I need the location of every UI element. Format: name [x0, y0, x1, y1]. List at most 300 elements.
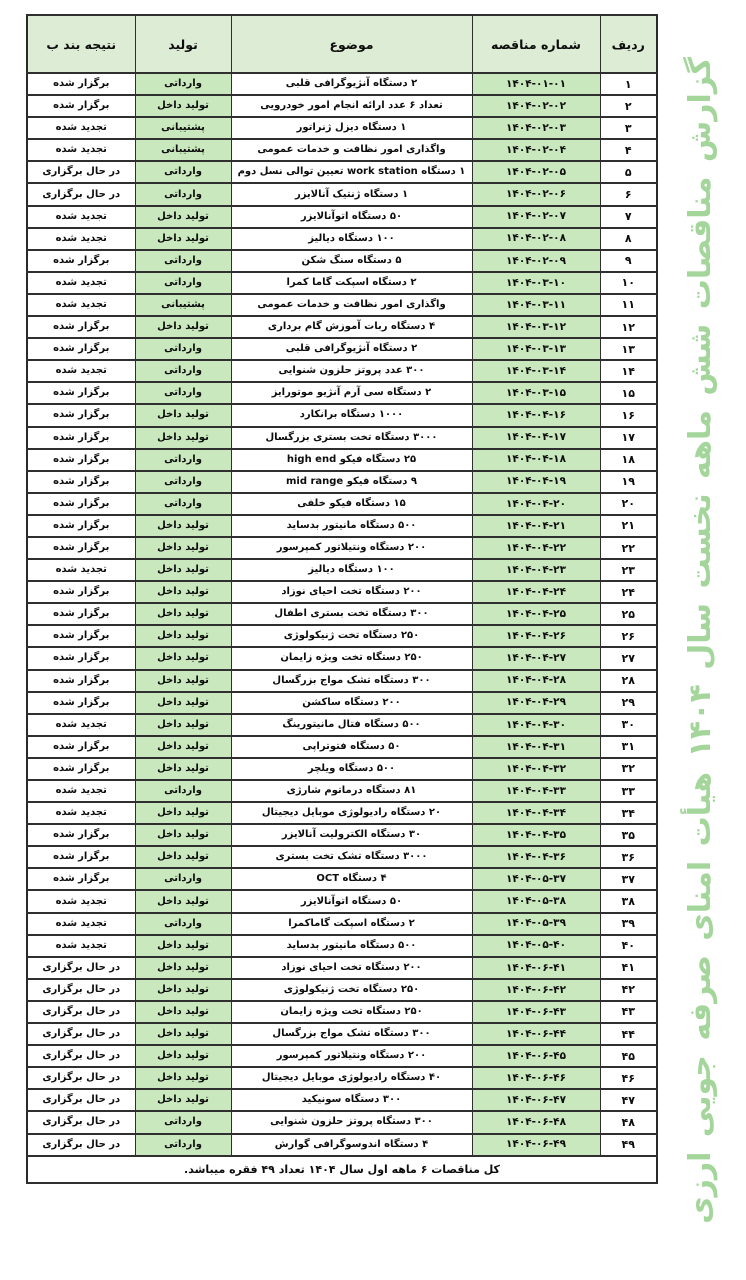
production-cell: وارداتی [135, 250, 231, 272]
table-row [27, 780, 657, 802]
production-cell: وارداتی [135, 338, 231, 360]
tender-number-cell: ۱۴۰۴-۰۴-۲۰ [472, 493, 600, 515]
table-row [27, 427, 657, 449]
tender-number-cell: ۱۴۰۴-۰۴-۳۴ [472, 802, 600, 824]
row-number-cell: ۴۵ [600, 1045, 657, 1067]
production-cell: تولید داخل [135, 957, 231, 979]
subject-cell: ۹ دستگاه فیکو mid range [231, 471, 472, 493]
subject-cell: ۱۵ دستگاه فیکو خلفی [231, 493, 472, 515]
production-cell: وارداتی [135, 868, 231, 890]
production-cell: تولید داخل [135, 890, 231, 912]
subject-cell: واگذاری امور نظافت و خدمات عمومی [231, 294, 472, 316]
tender-number-cell: ۱۴۰۴-۰۶-۴۶ [472, 1067, 600, 1089]
production-cell: پشتیبانی [135, 117, 231, 139]
tender-number-cell: ۱۴۰۴-۰۴-۳۱ [472, 736, 600, 758]
table-row [27, 1134, 657, 1156]
tender-number-cell: ۱۴۰۴-۰۴-۳۶ [472, 846, 600, 868]
production-cell: وارداتی [135, 161, 231, 183]
result-cell: برگزار شده [27, 449, 135, 471]
table-row [27, 95, 657, 117]
result-cell: تجدید شده [27, 935, 135, 957]
result-cell: برگزار شده [27, 73, 135, 95]
production-cell: تولید داخل [135, 404, 231, 426]
tender-number-cell: ۱۴۰۴-۰۴-۳۲ [472, 758, 600, 780]
subject-cell: ۴ دستگاه ربات آموزش گام برداری [231, 316, 472, 338]
table-row [27, 714, 657, 736]
subject-cell: ۳۰ دستگاه الکترولیت آنالایزر [231, 824, 472, 846]
production-cell: وارداتی [135, 471, 231, 493]
subject-cell: ۱۰۰ دستگاه دیالیز [231, 559, 472, 581]
table-row [27, 824, 657, 846]
production-cell: وارداتی [135, 183, 231, 205]
subject-cell: ۴ دستگاه اندوسوگرافی گوارش [231, 1134, 472, 1156]
subject-cell: ۱۰۰۰ دستگاه برانکارد [231, 404, 472, 426]
production-cell: وارداتی [135, 73, 231, 95]
production-cell: تولید داخل [135, 714, 231, 736]
subject-cell: ۲۰۰ دستگاه ساکشن [231, 692, 472, 714]
footer-row [27, 1156, 657, 1183]
table-row [27, 73, 657, 95]
table-row [27, 1067, 657, 1089]
tender-number-cell: ۱۴۰۴-۰۵-۳۸ [472, 890, 600, 912]
tender-number-cell: ۱۴۰۴-۰۴-۳۳ [472, 780, 600, 802]
row-number-cell: ۲۰ [600, 493, 657, 515]
production-cell: تولید داخل [135, 581, 231, 603]
tender-number-cell: ۱۴۰۴-۰۲-۰۷ [472, 206, 600, 228]
table-row [27, 868, 657, 890]
subject-cell: ۳۰۰۰ دستگاه تخت بستری بزرگسال [231, 427, 472, 449]
production-cell: پشتیبانی [135, 294, 231, 316]
footer-note: کل مناقصات ۶ ماهه اول سال ۱۴۰۴ تعداد ۴۹ فقره میباشد. [27, 1156, 657, 1183]
subject-cell: ۳۰۰ دستگاه تخت بستری اطفال [231, 603, 472, 625]
row-number-cell: ۱۵ [600, 382, 657, 404]
subject-cell: ۲ دستگاه آنژیوگرافی قلبی [231, 73, 472, 95]
tender-number-cell: ۱۴۰۴-۰۵-۳۹ [472, 913, 600, 935]
row-number-cell: ۳۴ [600, 802, 657, 824]
tender-number-cell: ۱۴۰۴-۰۳-۱۲ [472, 316, 600, 338]
subject-cell: ۲۰۰ دستگاه ونتیلاتور کمپرسور [231, 537, 472, 559]
table-row [27, 1045, 657, 1067]
table-row [27, 979, 657, 1001]
production-cell: تولید داخل [135, 228, 231, 250]
tender-number-cell: ۱۴۰۴-۰۳-۱۱ [472, 294, 600, 316]
production-cell: تولید داخل [135, 537, 231, 559]
tender-number-cell: ۱۴۰۴-۰۶-۴۲ [472, 979, 600, 1001]
tender-number-cell: ۱۴۰۴-۰۴-۲۷ [472, 647, 600, 669]
result-cell: برگزار شده [27, 758, 135, 780]
header-subject: موضوع [231, 15, 472, 73]
header-row-number: ردیف [600, 15, 657, 73]
header-production: تولید [135, 15, 231, 73]
row-number-cell: ۳۰ [600, 714, 657, 736]
subject-cell: ۲ دستگاه اسپکت گاما کمرا [231, 272, 472, 294]
subject-cell: ۳۰۰ دستگاه تشک مواج بزرگسال [231, 1023, 472, 1045]
result-cell: برگزار شده [27, 515, 135, 537]
tender-number-cell: ۱۴۰۴-۰۶-۴۷ [472, 1089, 600, 1111]
production-cell: تولید داخل [135, 1023, 231, 1045]
row-number-cell: ۱۷ [600, 427, 657, 449]
row-number-cell: ۴۳ [600, 1001, 657, 1023]
header-tender-number: شماره مناقصه [472, 15, 600, 73]
result-cell: تجدید شده [27, 890, 135, 912]
result-cell: تجدید شده [27, 228, 135, 250]
table-row [27, 294, 657, 316]
result-cell: برگزار شده [27, 250, 135, 272]
row-number-cell: ۲۸ [600, 670, 657, 692]
tender-number-cell: ۱۴۰۴-۰۴-۱۹ [472, 471, 600, 493]
table-row [27, 692, 657, 714]
table-row [27, 559, 657, 581]
row-number-cell: ۴ [600, 139, 657, 161]
result-cell: در حال برگزاری [27, 1023, 135, 1045]
subject-cell: ۳۰۰ دستگاه سونیکید [231, 1089, 472, 1111]
subject-cell: ۵ دستگاه سنگ شکن [231, 250, 472, 272]
result-cell: برگزار شده [27, 581, 135, 603]
table-row [27, 736, 657, 758]
result-cell: برگزار شده [27, 625, 135, 647]
production-cell: وارداتی [135, 360, 231, 382]
subject-cell: ۲۰۰ دستگاه تخت احیای نوزاد [231, 581, 472, 603]
subject-cell: ۲۰۰ دستگاه ونتیلاتور کمپرسور [231, 1045, 472, 1067]
production-cell: تولید داخل [135, 625, 231, 647]
subject-cell: ۱ دستگاه دیزل ژنراتور [231, 117, 472, 139]
row-number-cell: ۲ [600, 95, 657, 117]
production-cell: تولید داخل [135, 670, 231, 692]
table-row [27, 670, 657, 692]
row-number-cell: ۳۸ [600, 890, 657, 912]
row-number-cell: ۴۶ [600, 1067, 657, 1089]
tender-number-cell: ۱۴۰۴-۰۲-۰۲ [472, 95, 600, 117]
result-cell: تجدید شده [27, 206, 135, 228]
tender-number-cell: ۱۴۰۴-۰۳-۱۴ [472, 360, 600, 382]
tender-number-cell: ۱۴۰۴-۰۶-۴۱ [472, 957, 600, 979]
table-row [27, 935, 657, 957]
result-cell: تجدید شده [27, 913, 135, 935]
result-cell: تجدید شده [27, 802, 135, 824]
tender-number-cell: ۱۴۰۴-۰۴-۲۲ [472, 537, 600, 559]
production-cell: وارداتی [135, 913, 231, 935]
tender-number-cell: ۱۴۰۴-۰۲-۰۸ [472, 228, 600, 250]
row-number-cell: ۴۸ [600, 1111, 657, 1133]
result-cell: برگزار شده [27, 404, 135, 426]
table-row [27, 449, 657, 471]
result-cell: برگزار شده [27, 846, 135, 868]
table-row [27, 802, 657, 824]
production-cell: وارداتی [135, 1111, 231, 1133]
table-row [27, 537, 657, 559]
tender-number-cell: ۱۴۰۴-۰۱-۰۱ [472, 73, 600, 95]
tender-number-cell: ۱۴۰۴-۰۴-۲۱ [472, 515, 600, 537]
row-number-cell: ۱۸ [600, 449, 657, 471]
tender-number-cell: ۱۴۰۴-۰۴-۲۵ [472, 603, 600, 625]
tender-number-cell: ۱۴۰۴-۰۴-۱۶ [472, 404, 600, 426]
result-cell: برگزار شده [27, 868, 135, 890]
header-result: نتیجه بند ب [27, 15, 135, 73]
tender-number-cell: ۱۴۰۴-۰۴-۲۴ [472, 581, 600, 603]
row-number-cell: ۶ [600, 183, 657, 205]
result-cell: در حال برگزاری [27, 1089, 135, 1111]
production-cell: پشتیبانی [135, 139, 231, 161]
table-row [27, 1111, 657, 1133]
row-number-cell: ۲۲ [600, 537, 657, 559]
production-cell: تولید داخل [135, 824, 231, 846]
tender-number-cell: ۱۴۰۴-۰۴-۱۷ [472, 427, 600, 449]
production-cell: وارداتی [135, 272, 231, 294]
result-cell: برگزار شده [27, 427, 135, 449]
result-cell: تجدید شده [27, 272, 135, 294]
subject-cell: ۲۰ دستگاه رادیولوژی موبایل دیجیتال [231, 802, 472, 824]
result-cell: در حال برگزاری [27, 183, 135, 205]
subject-cell: ۲۵۰ دستگاه تخت ویژه زایمان [231, 1001, 472, 1023]
production-cell: تولید داخل [135, 1089, 231, 1111]
production-cell: وارداتی [135, 493, 231, 515]
result-cell: برگزار شده [27, 316, 135, 338]
table-row [27, 161, 657, 183]
table-row [27, 515, 657, 537]
subject-cell: ۱ دستگاه work station تعیین توالی نسل دوم [231, 161, 472, 183]
row-number-cell: ۴۰ [600, 935, 657, 957]
production-cell: تولید داخل [135, 846, 231, 868]
subject-cell: ۲۰۰ دستگاه تخت احیای نوزاد [231, 957, 472, 979]
result-cell: برگزار شده [27, 692, 135, 714]
header-row [27, 15, 657, 73]
tender-number-cell: ۱۴۰۴-۰۲-۰۳ [472, 117, 600, 139]
row-number-cell: ۳۲ [600, 758, 657, 780]
table-row [27, 338, 657, 360]
subject-cell: ۲ دستگاه اسپکت گاماکمرا [231, 913, 472, 935]
result-cell: در حال برگزاری [27, 979, 135, 1001]
result-cell: برگزار شده [27, 647, 135, 669]
result-cell: تجدید شده [27, 360, 135, 382]
tender-number-cell: ۱۴۰۴-۰۴-۲۸ [472, 670, 600, 692]
result-cell: برگزار شده [27, 338, 135, 360]
row-number-cell: ۱۹ [600, 471, 657, 493]
subject-cell: ۵۰۰ دستگاه مانیتور بدساید [231, 935, 472, 957]
production-cell: تولید داخل [135, 736, 231, 758]
row-number-cell: ۳۶ [600, 846, 657, 868]
row-number-cell: ۴۷ [600, 1089, 657, 1111]
row-number-cell: ۳۱ [600, 736, 657, 758]
table-row [27, 913, 657, 935]
production-cell: وارداتی [135, 1134, 231, 1156]
tender-number-cell: ۱۴۰۴-۰۴-۲۶ [472, 625, 600, 647]
tender-number-cell: ۱۴۰۴-۰۵-۴۰ [472, 935, 600, 957]
table-row [27, 183, 657, 205]
tender-number-cell: ۱۴۰۴-۰۴-۱۸ [472, 449, 600, 471]
subject-cell: ۳۰۰ عدد پروتز حلزون شنوایی [231, 360, 472, 382]
tender-number-cell: ۱۴۰۴-۰۳-۱۰ [472, 272, 600, 294]
result-cell: در حال برگزاری [27, 1001, 135, 1023]
subject-cell: ۵۰۰ دستگاه فتال مانیتورینگ [231, 714, 472, 736]
result-cell: تجدید شده [27, 139, 135, 161]
table-row [27, 603, 657, 625]
row-number-cell: ۹ [600, 250, 657, 272]
tender-number-cell: ۱۴۰۴-۰۳-۱۳ [472, 338, 600, 360]
tender-number-cell: ۱۴۰۴-۰۴-۳۵ [472, 824, 600, 846]
production-cell: تولید داخل [135, 206, 231, 228]
production-cell: تولید داخل [135, 515, 231, 537]
subject-cell: ۲۵۰ دستگاه تخت ویژه زایمان [231, 647, 472, 669]
table-row [27, 1001, 657, 1023]
tender-number-cell: ۱۴۰۴-۰۶-۴۸ [472, 1111, 600, 1133]
result-cell: تجدید شده [27, 780, 135, 802]
production-cell: تولید داخل [135, 95, 231, 117]
result-cell: در حال برگزاری [27, 957, 135, 979]
row-number-cell: ۴۱ [600, 957, 657, 979]
subject-cell: ۴ دستگاه OCT [231, 868, 472, 890]
tender-number-cell: ۱۴۰۴-۰۳-۱۵ [472, 382, 600, 404]
row-number-cell: ۱۰ [600, 272, 657, 294]
table-row [27, 846, 657, 868]
subject-cell: ۲۵۰ دستگاه تخت ژنیکولوژی [231, 979, 472, 1001]
subject-cell: ۵۰ دستگاه فتوتراپی [231, 736, 472, 758]
production-cell: تولید داخل [135, 559, 231, 581]
production-cell: تولید داخل [135, 758, 231, 780]
row-number-cell: ۲۷ [600, 647, 657, 669]
result-cell: برگزار شده [27, 95, 135, 117]
subject-cell: تعداد ۶ عدد ارائه انجام امور خودرویی [231, 95, 472, 117]
result-cell: برگزار شده [27, 736, 135, 758]
row-number-cell: ۷ [600, 206, 657, 228]
subject-cell: ۵۰۰ دستگاه مانیتور بدساید [231, 515, 472, 537]
result-cell: برگزار شده [27, 382, 135, 404]
result-cell: تجدید شده [27, 117, 135, 139]
vertical-title-container [654, 0, 746, 1280]
tender-number-cell: ۱۴۰۴-۰۴-۳۰ [472, 714, 600, 736]
result-cell: در حال برگزاری [27, 1111, 135, 1133]
row-number-cell: ۱۶ [600, 404, 657, 426]
tender-number-cell: ۱۴۰۴-۰۲-۰۵ [472, 161, 600, 183]
table-row [27, 625, 657, 647]
result-cell: در حال برگزاری [27, 1134, 135, 1156]
production-cell: تولید داخل [135, 692, 231, 714]
result-cell: تجدید شده [27, 559, 135, 581]
production-cell: تولید داخل [135, 802, 231, 824]
production-cell: تولید داخل [135, 603, 231, 625]
row-number-cell: ۲۴ [600, 581, 657, 603]
row-number-cell: ۱۴ [600, 360, 657, 382]
production-cell: تولید داخل [135, 427, 231, 449]
row-number-cell: ۲۵ [600, 603, 657, 625]
table-row [27, 382, 657, 404]
subject-cell: ۱۰۰ دستگاه دیالیز [231, 228, 472, 250]
row-number-cell: ۳۵ [600, 824, 657, 846]
tender-number-cell: ۱۴۰۴-۰۶-۴۴ [472, 1023, 600, 1045]
subject-cell: واگذاری امور نظافت و خدمات عمومی [231, 139, 472, 161]
table-row [27, 471, 657, 493]
table-row [27, 1089, 657, 1111]
production-cell: تولید داخل [135, 979, 231, 1001]
subject-cell: ۲۵۰ دستگاه تخت ژنیکولوژی [231, 625, 472, 647]
row-number-cell: ۱۲ [600, 316, 657, 338]
vertical-title: گزارش مناقصات شش ماهه نخست سال ۱۴۰۴ هیأت امنای صرفه جویی ارزی [682, 56, 718, 1224]
subject-cell: ۸۱ دستگاه درماتوم شارژی [231, 780, 472, 802]
result-cell: در حال برگزاری [27, 161, 135, 183]
row-number-cell: ۲۶ [600, 625, 657, 647]
row-number-cell: ۲۹ [600, 692, 657, 714]
subject-cell: ۵۰۰ دستگاه ویلچر [231, 758, 472, 780]
table-row [27, 316, 657, 338]
subject-cell: ۵۰ دستگاه اتوآنالایزر [231, 890, 472, 912]
tender-number-cell: ۱۴۰۴-۰۲-۰۴ [472, 139, 600, 161]
row-number-cell: ۳ [600, 117, 657, 139]
subject-cell: ۳۰۰ دستگاه تشک مواج بزرگسال [231, 670, 472, 692]
row-number-cell: ۴۴ [600, 1023, 657, 1045]
table-row [27, 206, 657, 228]
row-number-cell: ۱۱ [600, 294, 657, 316]
subject-cell: ۲ دستگاه آنژیوگرافی قلبی [231, 338, 472, 360]
subject-cell: ۵۰ دستگاه اتوآنالایزر [231, 206, 472, 228]
tender-report-table-wrapper [28, 14, 658, 1184]
row-number-cell: ۱۳ [600, 338, 657, 360]
production-cell: تولید داخل [135, 1001, 231, 1023]
production-cell: وارداتی [135, 382, 231, 404]
production-cell: تولید داخل [135, 1067, 231, 1089]
subject-cell: ۴۰ دستگاه رادیولوژی موبایل دیجیتال [231, 1067, 472, 1089]
table-row [27, 581, 657, 603]
row-number-cell: ۳۹ [600, 913, 657, 935]
subject-cell: ۲ دستگاه سی آرم آنژیو موتورایز [231, 382, 472, 404]
result-cell: در حال برگزاری [27, 1067, 135, 1089]
row-number-cell: ۲۳ [600, 559, 657, 581]
table-row [27, 758, 657, 780]
row-number-cell: ۴۲ [600, 979, 657, 1001]
subject-cell: ۲۵ دستگاه فیکو high end [231, 449, 472, 471]
table-row [27, 1023, 657, 1045]
result-cell: تجدید شده [27, 294, 135, 316]
row-number-cell: ۴۹ [600, 1134, 657, 1156]
row-number-cell: ۳۳ [600, 780, 657, 802]
tender-number-cell: ۱۴۰۴-۰۶-۴۳ [472, 1001, 600, 1023]
table-row [27, 493, 657, 515]
table-row [27, 117, 657, 139]
tender-number-cell: ۱۴۰۴-۰۶-۴۹ [472, 1134, 600, 1156]
row-number-cell: ۳۷ [600, 868, 657, 890]
tender-number-cell: ۱۴۰۴-۰۲-۰۹ [472, 250, 600, 272]
row-number-cell: ۱ [600, 73, 657, 95]
production-cell: وارداتی [135, 449, 231, 471]
table-row [27, 272, 657, 294]
tender-number-cell: ۱۴۰۴-۰۲-۰۶ [472, 183, 600, 205]
tender-number-cell: ۱۴۰۴-۰۴-۲۹ [472, 692, 600, 714]
row-number-cell: ۲۱ [600, 515, 657, 537]
table-row [27, 139, 657, 161]
tender-number-cell: ۱۴۰۴-۰۶-۴۵ [472, 1045, 600, 1067]
table-row [27, 250, 657, 272]
subject-cell: ۳۰۰۰ دستگاه تشک تخت بستری [231, 846, 472, 868]
tender-number-cell: ۱۴۰۴-۰۵-۳۷ [472, 868, 600, 890]
result-cell: تجدید شده [27, 714, 135, 736]
production-cell: تولید داخل [135, 1045, 231, 1067]
result-cell: برگزار شده [27, 471, 135, 493]
table-row [27, 890, 657, 912]
production-cell: تولید داخل [135, 316, 231, 338]
result-cell: برگزار شده [27, 493, 135, 515]
table-row [27, 228, 657, 250]
production-cell: تولید داخل [135, 935, 231, 957]
tender-number-cell: ۱۴۰۴-۰۴-۲۳ [472, 559, 600, 581]
result-cell: در حال برگزاری [27, 1045, 135, 1067]
row-number-cell: ۸ [600, 228, 657, 250]
production-cell: تولید داخل [135, 647, 231, 669]
subject-cell: ۱ دستگاه ژنتیک آنالایزر [231, 183, 472, 205]
table-row [27, 404, 657, 426]
result-cell: برگزار شده [27, 824, 135, 846]
result-cell: برگزار شده [27, 670, 135, 692]
tender-table [26, 14, 658, 1184]
row-number-cell: ۵ [600, 161, 657, 183]
production-cell: وارداتی [135, 780, 231, 802]
